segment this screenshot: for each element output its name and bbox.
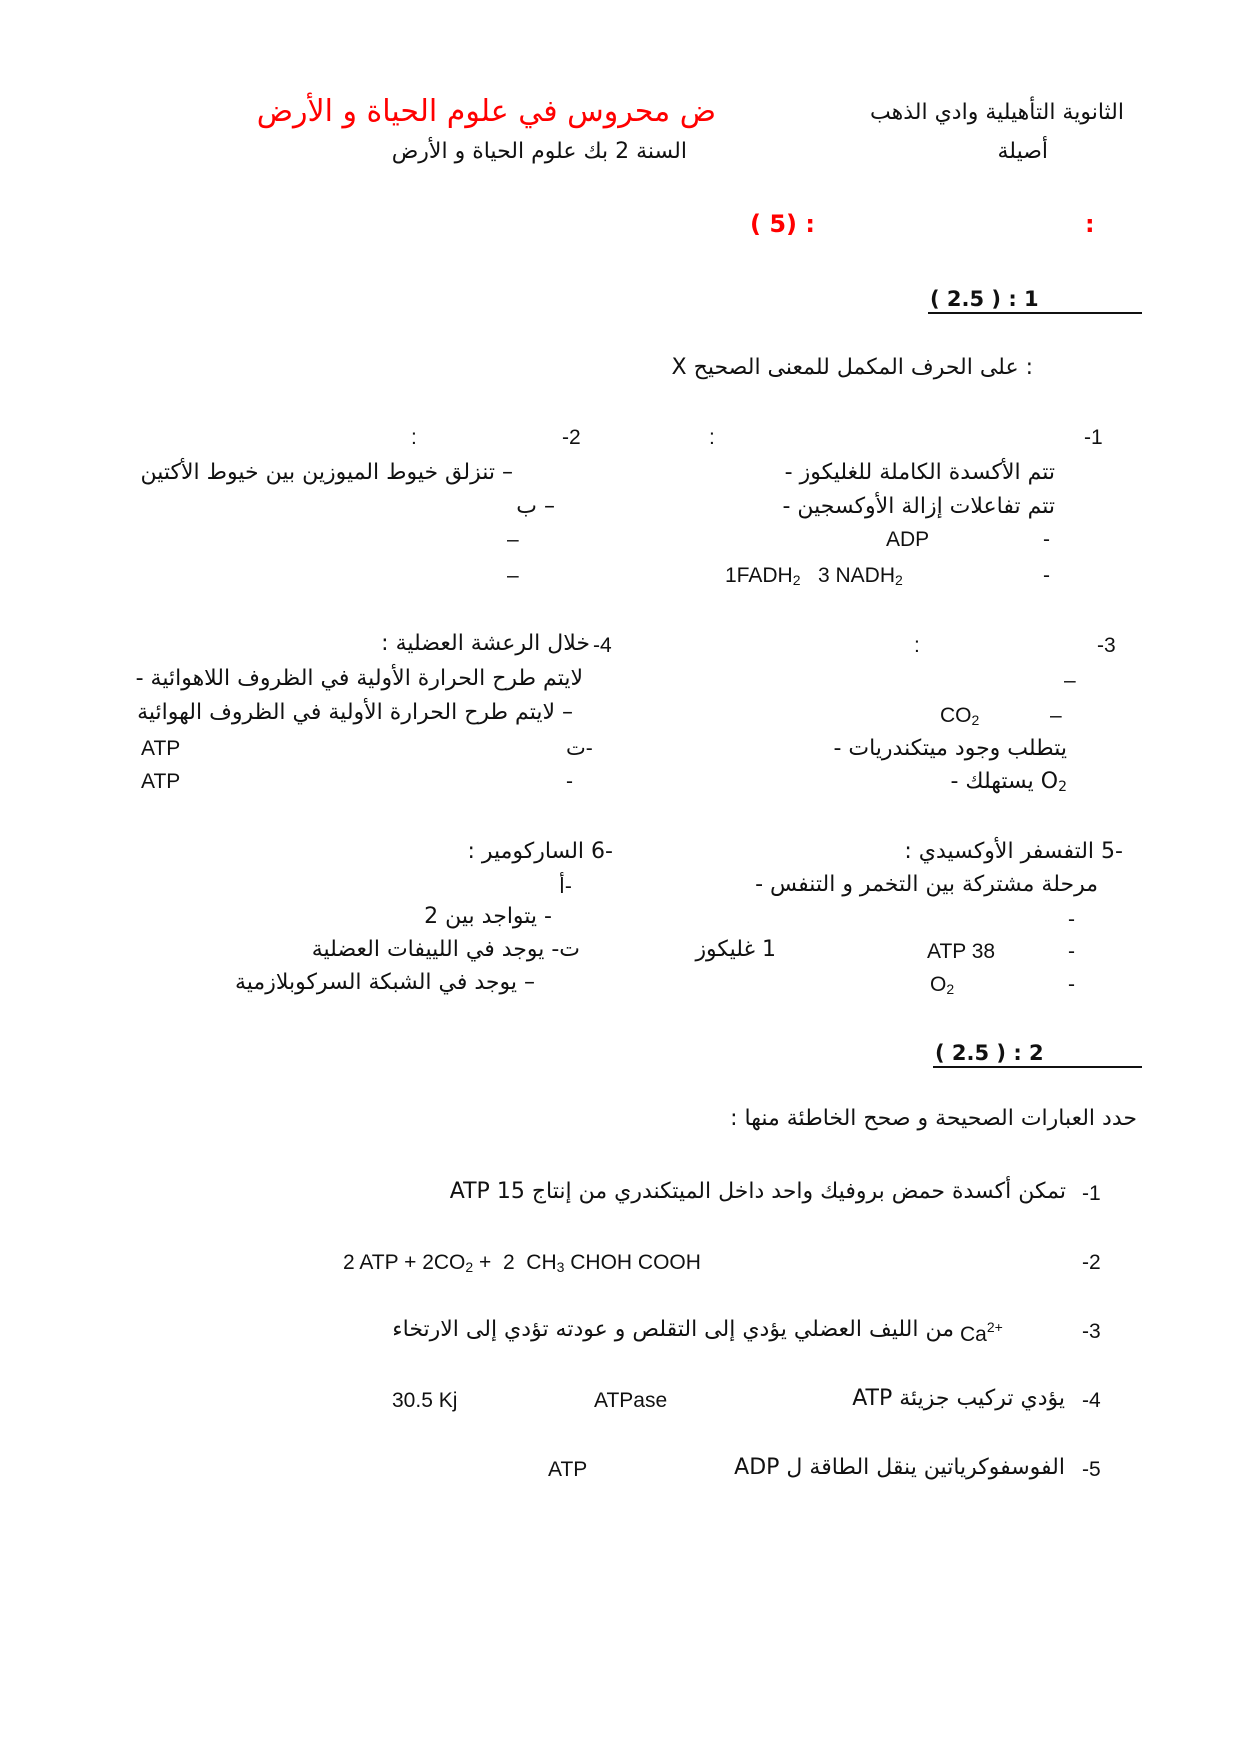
- exercise1-heading: ( 2.5 ) : 1: [930, 287, 1039, 311]
- statement1-number: -1: [1082, 1182, 1101, 1205]
- q5-option-b: -: [1068, 908, 1075, 931]
- q6-number: -6: [591, 839, 613, 864]
- statement4-number: -4: [1082, 1389, 1101, 1412]
- q6-stem: الساركومير :: [467, 839, 585, 864]
- part1-points: ( 5) :: [750, 210, 815, 238]
- q5-option-a: مرحلة مشتركة بين التخمر و التنفس -: [755, 872, 1098, 897]
- q5-option-c-dash: -: [1068, 940, 1075, 963]
- q6-option-b: - يتواجد بين 2: [424, 904, 552, 929]
- exercise2-heading: ( 2.5 ) : 2: [935, 1041, 1044, 1065]
- q2-option-b: – ب: [516, 494, 555, 519]
- exercise1-underline: [928, 312, 1142, 314]
- q1-option-c-text: ADP: [886, 528, 930, 551]
- exam-title: ض محروس في علوم الحياة و الأرض: [256, 94, 716, 129]
- q6-option-c: ت- يوجد في اللييفات العضلية: [311, 937, 580, 962]
- q1-option-d-text: $1FADH_2$ 3 $NADH_2$: [725, 564, 903, 588]
- q1-option-d-dash: -: [1043, 564, 1050, 587]
- statement3-text: من الليف العضلي يؤدي إلى التقلص و عودته تؤدي إلى الارتخاء: [392, 1317, 954, 1342]
- school-name: الثانوية التأهيلية وادي الذهب: [870, 100, 1124, 125]
- q1-option-a: تتم الأكسدة الكاملة للغليكوز -: [784, 460, 1055, 485]
- q1-colon: :: [709, 426, 715, 449]
- statement5-atp: ATP: [548, 1458, 588, 1481]
- statement2-number: -2: [1082, 1251, 1101, 1274]
- q3-option-c: يتطلب وجود ميتكندريات -: [833, 736, 1067, 761]
- q5-option-d-text: $O_2$: [930, 973, 955, 997]
- exercise2-instruction: حدد العبارات الصحيحة و صحح الخاطئة منها :: [730, 1106, 1137, 1131]
- statement2-equation: 2 ATP + $2CO_2 + 2$ $CH_3$ CHOH COOH: [343, 1251, 701, 1275]
- exercise2-underline: [933, 1066, 1142, 1068]
- q3-option-b-dash: –: [1050, 704, 1062, 727]
- q5-option-d-dash: -: [1068, 973, 1075, 996]
- statement1-text: تمكن أكسدة حمض بروفيك واحد داخل الميتكندري من إنتاج 15 ATP: [449, 1179, 1066, 1204]
- q3-option-d: $O_2$ يستهلك -: [950, 769, 1067, 795]
- q4-option-a: لايتم طرح الحرارة الأولية في الظروف اللاهوائية -: [135, 666, 583, 691]
- q3-option-b-text: $CO_2$: [940, 704, 980, 728]
- q5-option-c-atp: ATP 38: [927, 940, 996, 963]
- q4-option-c-label: ت-: [566, 737, 593, 760]
- q5-number: -5: [1101, 839, 1123, 864]
- q3-option-a: –: [1064, 669, 1076, 692]
- q4-option-b: – لايتم طرح الحرارة الأولية في الظروف الهوائية: [137, 700, 573, 725]
- statement4-text: يؤدي تركيب جزيئة ATP: [852, 1386, 1065, 1411]
- q2-option-a: – تنزلق خيوط الميوزين بين خيوط الأكتين: [140, 460, 513, 485]
- statement3-ion: $Ca^{2+}$: [960, 1319, 1003, 1346]
- q5-heading: [904, 839, 1123, 865]
- statement4-enzyme: ATPase: [594, 1389, 668, 1412]
- q5-option-c-glucose: 1 غليكوز: [695, 937, 776, 962]
- q2-number: -2: [562, 426, 581, 449]
- q4-option-c-text: ATP: [141, 737, 181, 760]
- q6-option-a: أ-: [559, 875, 572, 898]
- q4-option-d-dash: -: [566, 770, 573, 793]
- q2-colon: :: [411, 426, 417, 449]
- q3-number: -3: [1097, 634, 1116, 657]
- city-name: أصيلة: [997, 139, 1048, 164]
- statement3-number: -3: [1082, 1320, 1101, 1343]
- statement4-energy: 30.5 Kj: [392, 1389, 458, 1412]
- q3-colon: :: [914, 634, 920, 657]
- q6-heading: [467, 839, 613, 865]
- q4-stem: خلال الرعشة العضلية :: [381, 631, 590, 656]
- q1-number: -1: [1084, 426, 1103, 449]
- q5-stem: التفسفر الأوكسيدي :: [904, 839, 1095, 864]
- part1-colon: :: [1085, 210, 1095, 238]
- q4-option-d-text: ATP: [141, 770, 181, 793]
- q2-option-d: –: [507, 564, 519, 587]
- exercise1-instruction: : على الحرف المكمل للمعنى الصحيح X: [671, 355, 1033, 380]
- statement5-text: الفوسفوكرياتين ينقل الطاقة ل ADP: [734, 1455, 1065, 1480]
- statement5-number: -5: [1082, 1458, 1101, 1481]
- q1-option-c-dash: -: [1043, 528, 1050, 551]
- q4-number: -4: [593, 634, 612, 657]
- level-label: السنة 2 بك علوم الحياة و الأرض: [391, 139, 687, 164]
- q6-option-d: – يوجد في الشبكة السركوبلازمية: [235, 970, 535, 995]
- q1-option-b: تتم تفاعلات إزالة الأوكسجين -: [782, 494, 1055, 519]
- q2-option-c: –: [507, 528, 519, 551]
